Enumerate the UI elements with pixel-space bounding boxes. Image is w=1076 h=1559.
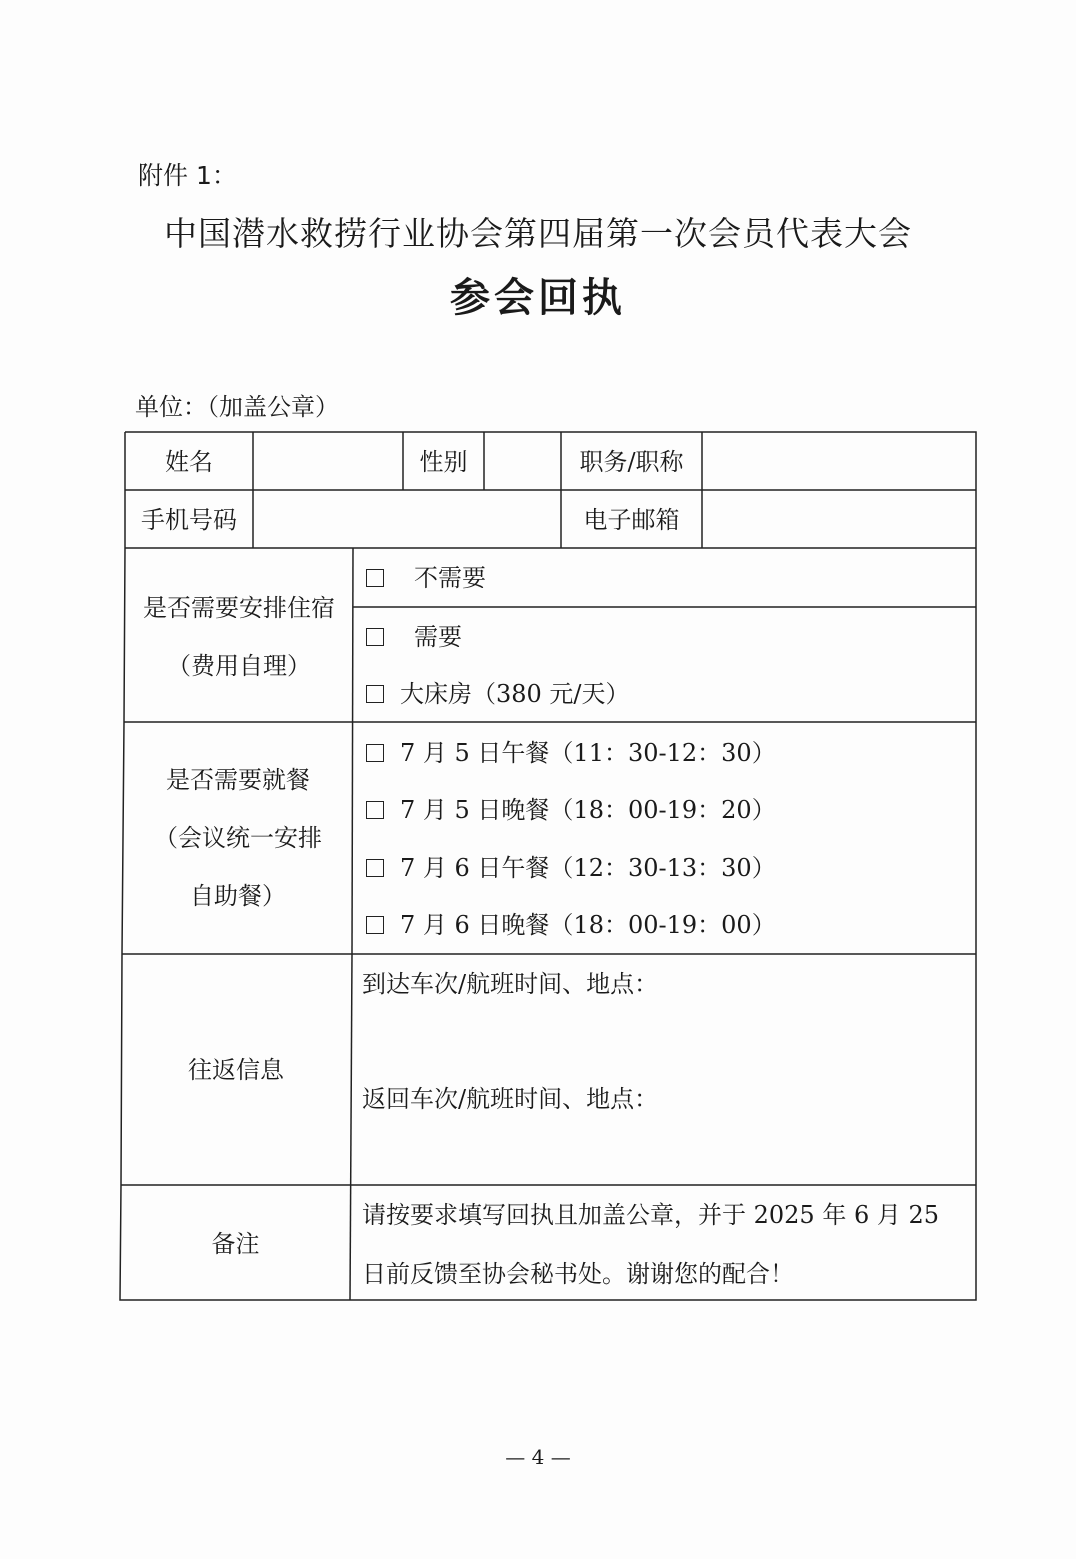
accommodation-option-yes[interactable]: 需要 <box>366 625 462 649</box>
document-title: 中国潜水救捞行业协会第四届第一次会员代表大会 <box>164 214 912 253</box>
meal-option-0705-lunch[interactable]: 7 月 5 日午餐（11：30-12：30） <box>366 741 776 765</box>
document-subtitle: 参会回执 <box>450 274 626 321</box>
meal-option-0706-dinner[interactable]: 7 月 6 日晚餐（18：00-19：00） <box>366 913 776 937</box>
meal-option-0705-dinner[interactable]: 7 月 5 日晚餐（18：00-19：20） <box>366 798 776 822</box>
travel-label: 往返信息 <box>188 1056 284 1084</box>
position-label: 职务/职称 <box>579 448 684 476</box>
phone-label: 手机号码 <box>141 506 237 534</box>
unit-label: 单位：（加盖公章） <box>135 393 339 421</box>
checkbox-icon[interactable] <box>366 859 384 877</box>
email-input-cell[interactable] <box>705 493 973 545</box>
phone-input-cell[interactable] <box>256 493 558 545</box>
checkbox-icon[interactable] <box>366 569 384 587</box>
remarks-text-line2: 日前反馈至协会秘书处。谢谢您的配合！ <box>362 1260 794 1288</box>
position-input-cell[interactable] <box>705 435 973 487</box>
checkbox-icon[interactable] <box>366 801 384 819</box>
remarks-label: 备注 <box>211 1230 260 1258</box>
return-info-input[interactable] <box>356 1118 972 1182</box>
meal-option-0706-lunch[interactable]: 7 月 6 日午餐（12：30-13：30） <box>366 856 776 880</box>
meals-note-line2: 自助餐） <box>190 882 286 910</box>
checkbox-icon[interactable] <box>366 916 384 934</box>
checkbox-icon[interactable] <box>366 628 384 646</box>
accommodation-option-kingroom[interactable]: 大床房（380 元/天） <box>366 682 630 706</box>
meals-note-line1: （会议统一安排 <box>154 824 322 852</box>
gender-label: 性别 <box>419 448 468 476</box>
page-number: — 4 — <box>505 1445 571 1469</box>
email-label: 电子邮箱 <box>583 506 680 534</box>
checkbox-icon[interactable] <box>366 744 384 762</box>
accommodation-option-no[interactable]: 不需要 <box>366 566 486 590</box>
name-input-cell[interactable] <box>256 435 400 487</box>
accommodation-note: （费用自理） <box>167 652 311 680</box>
name-label: 姓名 <box>165 448 213 476</box>
arrival-info-label: 到达车次/航班时间、地点： <box>362 970 659 998</box>
remarks-text-line1: 请按要求填写回执且加盖公章，并于 2025 年 6 月 25 <box>362 1201 940 1229</box>
accommodation-label: 是否需要安排住宿 <box>143 594 335 622</box>
arrival-info-input[interactable] <box>356 1004 972 1076</box>
meals-label: 是否需要就餐 <box>166 766 310 794</box>
gender-input-cell[interactable] <box>487 435 558 487</box>
return-info-label: 返回车次/航班时间、地点： <box>362 1085 659 1113</box>
attachment-label: 附件 1： <box>138 161 237 190</box>
checkbox-icon[interactable] <box>366 685 384 703</box>
